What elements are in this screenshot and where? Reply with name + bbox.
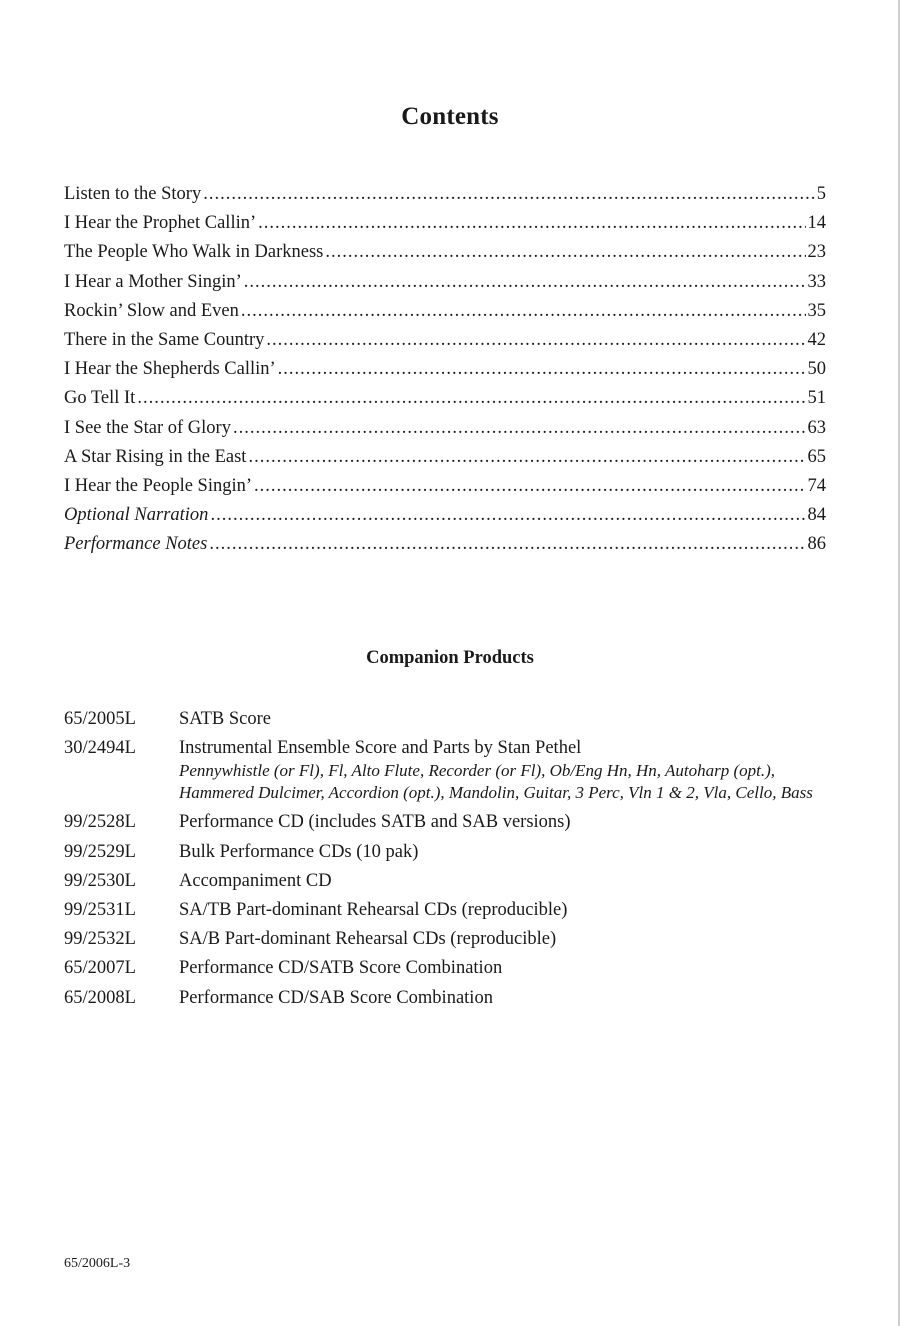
product-description-block <box>179 954 854 983</box>
product-description-block <box>179 838 854 867</box>
companion-products-list <box>64 705 854 1013</box>
toc-dot-leader <box>254 472 805 501</box>
product-row <box>64 896 854 925</box>
toc-entry <box>64 326 826 355</box>
product-code: 99/2529L <box>64 841 136 862</box>
product-description: Instrumental Ensemble Score and Parts by Stan Pethel <box>179 738 582 759</box>
toc-entry <box>64 180 826 209</box>
product-description: Performance CD/SAB Score Combination <box>179 987 493 1008</box>
toc-entry <box>64 501 826 530</box>
product-row <box>64 734 854 808</box>
product-description: Accompaniment CD <box>179 870 332 891</box>
product-code: 30/2494L <box>64 738 136 759</box>
product-code: 99/2528L <box>64 812 136 833</box>
toc-dot-leader <box>248 443 805 472</box>
product-code: 65/2008L <box>64 987 136 1008</box>
toc-entry <box>64 209 826 238</box>
toc-entry-page: 23 <box>807 242 826 263</box>
toc-entry-title: I Hear the Shepherds Callin’ <box>64 359 276 380</box>
toc-entry <box>64 238 826 267</box>
product-row <box>64 925 854 954</box>
product-description-block <box>179 705 854 734</box>
product-code: 65/2007L <box>64 958 136 979</box>
toc-dot-leader <box>258 209 805 238</box>
toc-dot-leader <box>278 355 806 384</box>
product-row <box>64 984 854 1013</box>
product-row <box>64 954 854 983</box>
toc-entry <box>64 384 826 413</box>
product-code: 99/2530L <box>64 870 136 891</box>
toc-dot-leader <box>266 326 805 355</box>
toc-entry-title: I Hear the Prophet Callin’ <box>64 213 257 234</box>
product-description-block <box>179 867 854 896</box>
toc-entry <box>64 414 826 443</box>
toc-entry-title: A Star Rising in the East <box>64 446 247 467</box>
toc-entry-page: 84 <box>807 505 826 526</box>
toc-entry-title: I Hear a Mother Singin’ <box>64 271 242 292</box>
toc-dot-leader <box>209 530 805 559</box>
toc-entry-title: I Hear the People Singin’ <box>64 475 253 496</box>
toc-entry-title: Rockin’ Slow and Even <box>64 300 239 321</box>
product-row <box>64 867 854 896</box>
toc-entry-title: I See the Star of Glory <box>64 417 231 438</box>
toc-entry <box>64 443 826 472</box>
product-code: 99/2532L <box>64 929 136 950</box>
product-code: 99/2531L <box>64 900 136 921</box>
product-description: Performance CD (includes SATB and SAB versions) <box>179 812 571 833</box>
toc-entry <box>64 472 826 501</box>
toc-entry-title: Listen to the Story <box>64 184 202 204</box>
toc-entry-page: 50 <box>807 359 826 380</box>
product-code: 65/2005L <box>64 709 136 729</box>
toc-entry-title: Performance Notes <box>64 534 208 555</box>
product-description-block <box>179 984 854 1013</box>
product-row <box>64 808 854 837</box>
table-of-contents <box>64 180 826 559</box>
toc-dot-leader <box>233 414 806 443</box>
toc-entry-title: There in the Same Country <box>64 329 265 350</box>
toc-entry-page: 35 <box>807 300 826 321</box>
toc-entry-page: 74 <box>807 475 826 496</box>
toc-entry <box>64 355 826 384</box>
product-description: Performance CD/SATB Score Combination <box>179 958 503 979</box>
toc-entry-page: 14 <box>807 213 826 234</box>
toc-dot-leader <box>137 384 805 413</box>
toc-entry-page: 63 <box>807 417 826 438</box>
product-description-block <box>179 808 854 837</box>
toc-dot-leader <box>203 180 815 209</box>
toc-entry-page: 42 <box>807 329 826 350</box>
product-description-block <box>179 896 854 925</box>
toc-dot-leader <box>325 238 805 267</box>
toc-entry-page: 65 <box>807 446 826 467</box>
toc-dot-leader <box>241 297 806 326</box>
toc-entry-page: 86 <box>807 534 826 555</box>
footer-code: 65/2006L-3 <box>64 1256 131 1271</box>
product-description: SA/TB Part-dominant Rehearsal CDs (reproducible) <box>179 900 568 921</box>
toc-entry <box>64 297 826 326</box>
product-description-block <box>179 925 854 954</box>
product-row <box>64 838 854 867</box>
toc-entry-title: The People Who Walk in Darkness <box>64 242 324 263</box>
product-detail: Pennywhistle (or Fl), Fl, Alto Flute, Recorder (or Fl), Ob/Eng Hn, Hn, Autoharp (opt.), Hammered Dulcimer, Accordion (opt.), Mandolin, Guitar, 3 Perc, Vln 1 & 2, Vla, Cello, Bass <box>179 761 813 803</box>
toc-entry-title: Go Tell It <box>64 388 136 409</box>
product-description: SATB Score <box>179 709 271 729</box>
product-description: Bulk Performance CDs (10 pak) <box>179 841 419 862</box>
toc-entry <box>64 530 826 559</box>
toc-entry-page: 51 <box>807 388 826 409</box>
product-description-block <box>179 734 854 808</box>
contents-heading: Contents <box>401 103 499 130</box>
product-row <box>64 705 854 734</box>
toc-entry-page: 33 <box>807 271 826 292</box>
companion-products-heading: Companion Products <box>366 648 534 668</box>
toc-entry <box>64 268 826 297</box>
toc-entry-page: 5 <box>816 184 826 204</box>
toc-dot-leader <box>210 501 805 530</box>
toc-dot-leader <box>244 268 806 297</box>
toc-entry-title: Optional Narration <box>64 505 209 526</box>
product-description: SA/B Part-dominant Rehearsal CDs (reproducible) <box>179 929 557 950</box>
